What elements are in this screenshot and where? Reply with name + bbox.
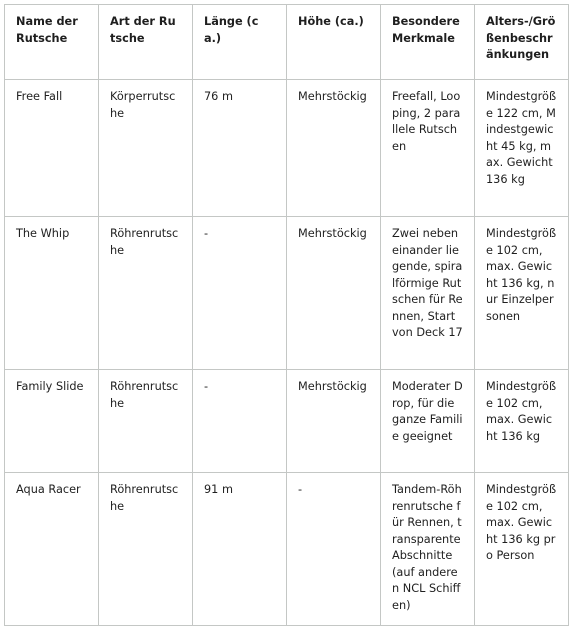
cell-height: Mehrstöckig [287,80,381,217]
cell-type: Röhrenrutsche [99,473,193,626]
table-row [5,473,569,626]
table-header-row [5,5,569,80]
waterslide-table [4,4,569,626]
cell-features: Moderater Drop, für die ganze Familie geeignet [381,370,475,473]
table-row [5,80,569,217]
cell-length: 76 m [193,80,287,217]
cell-restrictions: Mindestgröße 102 cm, max. Gewicht 136 kg, nur Einzelpersonen [475,217,569,370]
cell-name: Aqua Racer [5,473,99,626]
cell-name: The Whip [5,217,99,370]
cell-restrictions: Mindestgröße 102 cm, max. Gewicht 136 kg [475,370,569,473]
cell-features: Freefall, Looping, 2 parallele Rutschen [381,80,475,217]
cell-height: Mehrstöckig [287,217,381,370]
cell-height: Mehrstöckig [287,370,381,473]
cell-length: - [193,370,287,473]
cell-type: Röhrenrutsche [99,217,193,370]
table-row [5,370,569,473]
cell-features: Tandem-Röhrenrutsche für Rennen, transparente Abschnitte (auf anderen NCL Schiffen) [381,473,475,626]
cell-name: Family Slide [5,370,99,473]
cell-length: 91 m [193,473,287,626]
cell-features: Zwei nebeneinander liegende, spiralförmige Rutschen für Rennen, Start von Deck 17 [381,217,475,370]
header-features: Besondere Merkmale [381,5,475,80]
cell-height: - [287,473,381,626]
cell-restrictions: Mindestgröße 102 cm, max. Gewicht 136 kg pro Person [475,473,569,626]
header-height: Höhe (ca.) [287,5,381,80]
header-name: Name der Rutsche [5,5,99,80]
header-restrictions: Alters-/Größenbeschränkungen [475,5,569,80]
cell-type: Körperrutsche [99,80,193,217]
table-row [5,217,569,370]
cell-restrictions: Mindestgröße 122 cm, Mindestgewicht 45 kg, max. Gewicht 136 kg [475,80,569,217]
cell-type: Röhrenrutsche [99,370,193,473]
cell-length: - [193,217,287,370]
cell-name: Free Fall [5,80,99,217]
header-length: Länge (ca.) [193,5,287,80]
header-type: Art der Rutsche [99,5,193,80]
